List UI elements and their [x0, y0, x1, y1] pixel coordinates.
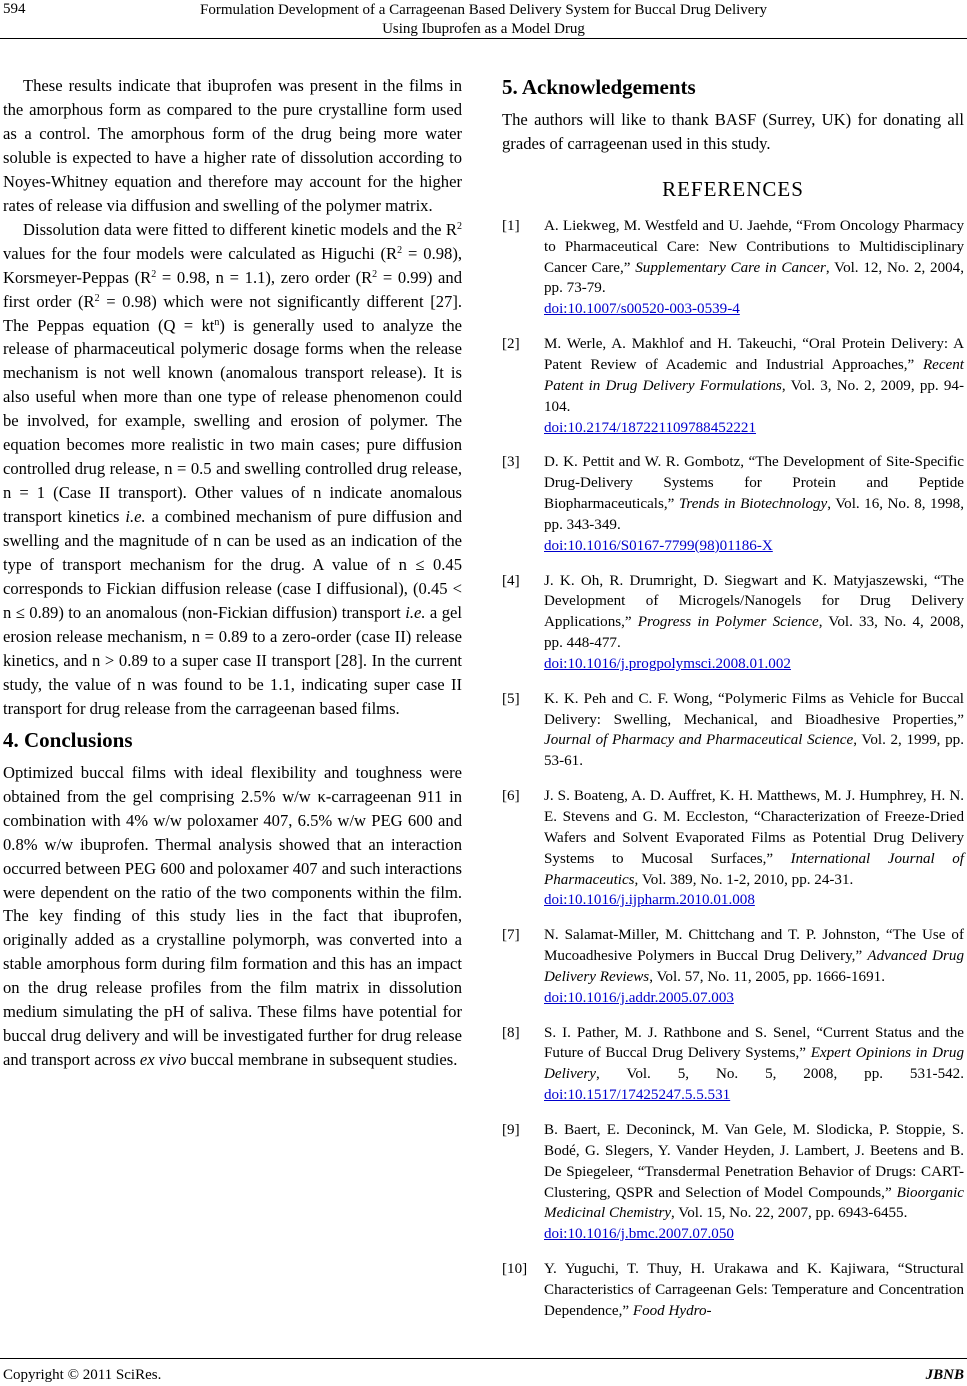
reference-number: [9]	[502, 1121, 520, 1138]
reference-text	[544, 334, 964, 438]
reference-text	[544, 1120, 964, 1245]
reference-text	[544, 786, 964, 911]
reference-item	[502, 786, 964, 911]
reference-item	[502, 1120, 964, 1245]
journal-title: International Journal of Pharmaceutics	[544, 850, 964, 888]
doi-link[interactable]: doi:10.1016/S0167-7799(98)01186-X	[544, 537, 773, 554]
text-run: a combined mechanism of pure diffusion and swelling and the magnitude of n can be used as an indication of the type of transport mechanism for the drug. A value of n ≤ 0.45 corresponds to Fickian diffusion release (case I diffusional), (0.45 < n ≤ 0.89) to an anomalous (non-Fickian diffusion) transport	[3, 507, 462, 622]
reference-number: [1]	[502, 217, 520, 234]
text-run: , Vol. 5, No. 5, 2008, pp. 531-542.	[595, 1066, 964, 1083]
doi-link[interactable]: doi:10.1517/17425247.5.5.531	[544, 1087, 731, 1104]
reference-text	[544, 452, 964, 556]
doi-link[interactable]: doi:10.1016/j.addr.2005.07.003	[544, 989, 734, 1006]
journal-title: Trends in Biotechnology	[678, 496, 828, 513]
doi-link[interactable]: doi:10.1016/j.progpolymsci.2008.01.002	[544, 655, 791, 672]
reference-item	[502, 334, 964, 438]
reference-number: [4]	[502, 572, 520, 589]
text-run: = 0.98), Korsmeyer-Peppas (R	[3, 243, 462, 287]
conclusions-paragraph	[3, 761, 462, 1072]
text-run: buccal membrane in subsequent studies.	[186, 1050, 458, 1070]
journal-title: Supplementary Care in Cancer	[635, 259, 826, 276]
text-run: , Vol. 12, No. 2, 2004, pp. 73-79.	[544, 259, 964, 297]
running-title: Formulation Development of a Carrageenan Based Delivery System for Buccal Drug Delivery	[200, 2, 767, 18]
text-run: , Vol. 57, No. 11, 2005, pp. 1666-1691.	[649, 968, 885, 985]
text-run: N. Salamat-Miller, M. Chittchang and T. P. Johnston, “The Use of Mucoadhesive Polymers in Buccal Drug Delivery,”	[544, 927, 964, 965]
text-run: J. K. Oh, R. Drumright, D. Siegwart and K. Matyjaszewski, “The Development of Microgels/Nanogels for Drug Delivery Applications,”	[544, 572, 964, 631]
reference-number: [8]	[502, 1024, 520, 1041]
text-run: , Vol. 15, No. 22, 2007, pp. 6943-6455.	[671, 1205, 908, 1222]
italic-text: i.e.	[125, 507, 146, 527]
reference-number: [6]	[502, 788, 520, 805]
text-run: D. K. Pettit and W. R. Gombotz, “The Development of Site-Specific Drug-Delivery Systems for Protein and Peptide Biopharmaceuticals,”	[544, 454, 964, 513]
reference-text	[544, 216, 964, 320]
reference-text	[544, 925, 964, 1008]
reference-text	[544, 1259, 964, 1322]
reference-text	[544, 1023, 964, 1106]
journal-title: Journal of Pharmacy and Pharmaceutical Science	[544, 732, 854, 749]
text-run: , Vol. 2, 1999, pp. 53-61.	[544, 732, 964, 770]
journal-title: Advanced Drug Delivery Reviews	[544, 948, 964, 985]
section-heading-acknowledgements: 5. Acknowledgements	[502, 75, 696, 99]
reference-number: [2]	[502, 336, 520, 353]
superscript: 2	[94, 292, 100, 304]
reference-number: [3]	[502, 454, 520, 471]
superscript: 2	[151, 268, 157, 280]
text-run: = 0.99) and first order (R	[3, 267, 463, 311]
text-run: M. Werle, A. Makhlof and H. Takeuchi, “Oral Protein Delivery: A Patent Review of Academic and Industrial Approaches,”	[544, 336, 964, 373]
journal-title: Food Hydro-	[632, 1302, 712, 1319]
text-run: B. Baert, E. Deconinck, M. Van Gele, M. Slodicka, P. Stoppie, S. Bodé, G. Slegers, Y. Vander Heyden, J. Lambert, J. Beetens and B. De Spiegeleer, “Transdermal Penetration Behavior of Drugs: CART-Clustering, QSPR and Selection of Model Compounds,”	[544, 1121, 964, 1201]
page-footer	[0, 1358, 967, 1386]
journal-title: Expert Opinions in Drug Delivery	[544, 1045, 964, 1083]
journal-title: Progress in Polymer Science	[637, 614, 819, 631]
text-run: = 0.98, n = 1.1), zero order (R	[156, 267, 373, 287]
reference-text	[544, 689, 964, 772]
section-heading-conclusions: 4. Conclusions	[3, 727, 133, 752]
reference-number: [10]	[502, 1261, 528, 1278]
superscript: 2	[457, 220, 462, 232]
text-run: K. K. Peh and C. F. Wong, “Polymeric Films as Vehicle for Buccal Delivery: Swelling, Mechanical, and Bioadhesive Properties,”	[544, 690, 964, 728]
reference-item	[502, 925, 964, 1008]
reference-item	[502, 571, 964, 675]
text-run: , Vol. 16, No. 8, 1998, pp. 343-349.	[544, 496, 964, 533]
text-run: A. Liekweg, M. Westfeld and U. Jaehde, “From Oncology Pharmacy to Pharmaceutical Care: New Contributions to Multidisciplinary Cancer Care,”	[544, 217, 964, 276]
left-column	[3, 74, 462, 1072]
text-run: values for the four models were calculated as Higuchi (R	[3, 243, 398, 263]
reference-number: [7]	[502, 927, 520, 944]
doi-link[interactable]: doi:10.2174/187221109788452221	[544, 419, 757, 436]
reference-item	[502, 1259, 964, 1322]
body-paragraph-2	[3, 218, 462, 721]
page-number: 594	[3, 1, 26, 17]
reference-item	[502, 1023, 964, 1106]
text-run: J. S. Boateng, A. D. Auffret, K. H. Matthews, M. J. Humphrey, H. N. E. Stevens and G. M. Eccleston, “Characterization of Freeze-Dried Wafers and Solvent Evaporated Films as Potential Drug Delivery Systems to Mucosal Surfaces,”	[544, 788, 964, 867]
right-column	[502, 74, 964, 1336]
footer-rule	[0, 1358, 967, 1359]
acknowledgements-paragraph: The authors will like to thank BASF (Surrey, UK) for donating all grades of carrageenan used in this study.	[502, 110, 964, 153]
text-run: ) is generally used to analyze the release of pharmaceutical polymeric dosage forms when the release mechanism is not well known (anomalous transport release). It is also useful when more than one type of release phenomenon could be involved, for example, swelling and erosion of polymer. The equation becomes more realistic in two main cases; pure diffusion controlled drug release, n = 0.5 and swelling controlled drug release, n = 1 (Case II transport). Other values of n indicate anomalous transport kinetics	[3, 315, 462, 527]
journal-title: Bioorganic Medicinal Chemistry	[544, 1184, 964, 1222]
doi-link[interactable]: doi:10.1016/j.ijpharm.2010.01.008	[544, 892, 755, 909]
doi-link[interactable]: doi:10.1007/s00520-003-0539-4	[544, 301, 740, 318]
text-run: = 0.98) which were not significantly different [27]. The Peppas equation (Q = kt	[3, 291, 462, 335]
text-run: a gel erosion release mechanism, n = 0.89 to a zero-order (case II) release kinetics, and n > 0.89 to a super case II transport [28]. In the current study, the value of n was found to be 1.1, indicating super case II transport for drug release from the carrageenan based films.	[3, 602, 462, 718]
reference-number: [5]	[502, 690, 520, 707]
journal-abbreviation: JBNB	[925, 1367, 964, 1383]
text-run: Y. Yuguchi, T. Thuy, H. Urakawa and K. Kajiwara, “Structural Characteristics of Carrageenan Gels: Temperature and Concentration Dependence,”	[544, 1261, 964, 1319]
superscript: 2	[372, 268, 378, 280]
page-header	[0, 0, 967, 40]
references-heading: REFERENCES	[662, 176, 804, 201]
text-run: Optimized buccal films with ideal flexibility and toughness were obtained from the gel comprising 2.5% w/w κ-carrageenan 911 in combination with 4% w/w poloxamer 407, 6.5% w/w PEG 600 and 0.8% w/w ibuprofen. Thermal analysis showed that an interaction occurred between PEG 600 and poloxamer 407 and such interactions were dependent on the ratio of the two components within the film. The key finding of this study lies in the fact that ibuprofen, originally added as a crystalline polymorph, was converted into a stable amorphous form during film formation and this has an impact on the drug release profiles from the film matrix in dissolution medium simulating the pH of saliva. These films have potential for buccal drug delivery and will be investigated further for drug release and transport across	[3, 762, 462, 1070]
header-rule	[0, 38, 967, 39]
italic-text: i.e.	[405, 602, 426, 622]
doi-link[interactable]: doi:10.1016/j.bmc.2007.07.050	[544, 1226, 734, 1243]
text-run: , Vol. 3, No. 2, 2009, pp. 94-104.	[544, 377, 964, 415]
text-run: Dissolution data were fitted to different kinetic models and the R	[23, 219, 457, 239]
copyright-notice: Copyright © 2011 SciRes.	[3, 1367, 162, 1383]
superscript: 2	[397, 244, 403, 256]
body-paragraph-1: These results indicate that ibuprofen was present in the films in the amorphous form as compared to the pure crystalline form used as a control. The amorphous form of the drug being more water soluble is expected to have a higher rate of dissolution according to Noyes-Whitney equation and therefore may account for the higher rates of release via diffusion and swelling of the polymer matrix.	[3, 76, 462, 215]
reference-item	[502, 689, 964, 772]
journal-title: Recent Patent in Drug Delivery Formulations	[544, 356, 964, 394]
italic-text: ex vivo	[139, 1050, 187, 1070]
text-run: , Vol. 389, No. 1-2, 2010, pp. 24-31.	[634, 871, 854, 888]
running-title-line-2: Using Ibuprofen as a Model Drug	[382, 21, 585, 37]
reference-text	[544, 571, 964, 675]
superscript: n	[214, 316, 220, 328]
reference-list	[502, 216, 964, 1322]
text-run: S. I. Pather, M. J. Rathbone and S. Senel, “Current Status and the Future of Buccal Drug Delivery Systems,”	[544, 1024, 964, 1062]
reference-item	[502, 216, 964, 320]
text-run: , Vol. 33, No. 4, 2008, pp. 448-477.	[544, 614, 964, 652]
reference-item	[502, 452, 964, 556]
